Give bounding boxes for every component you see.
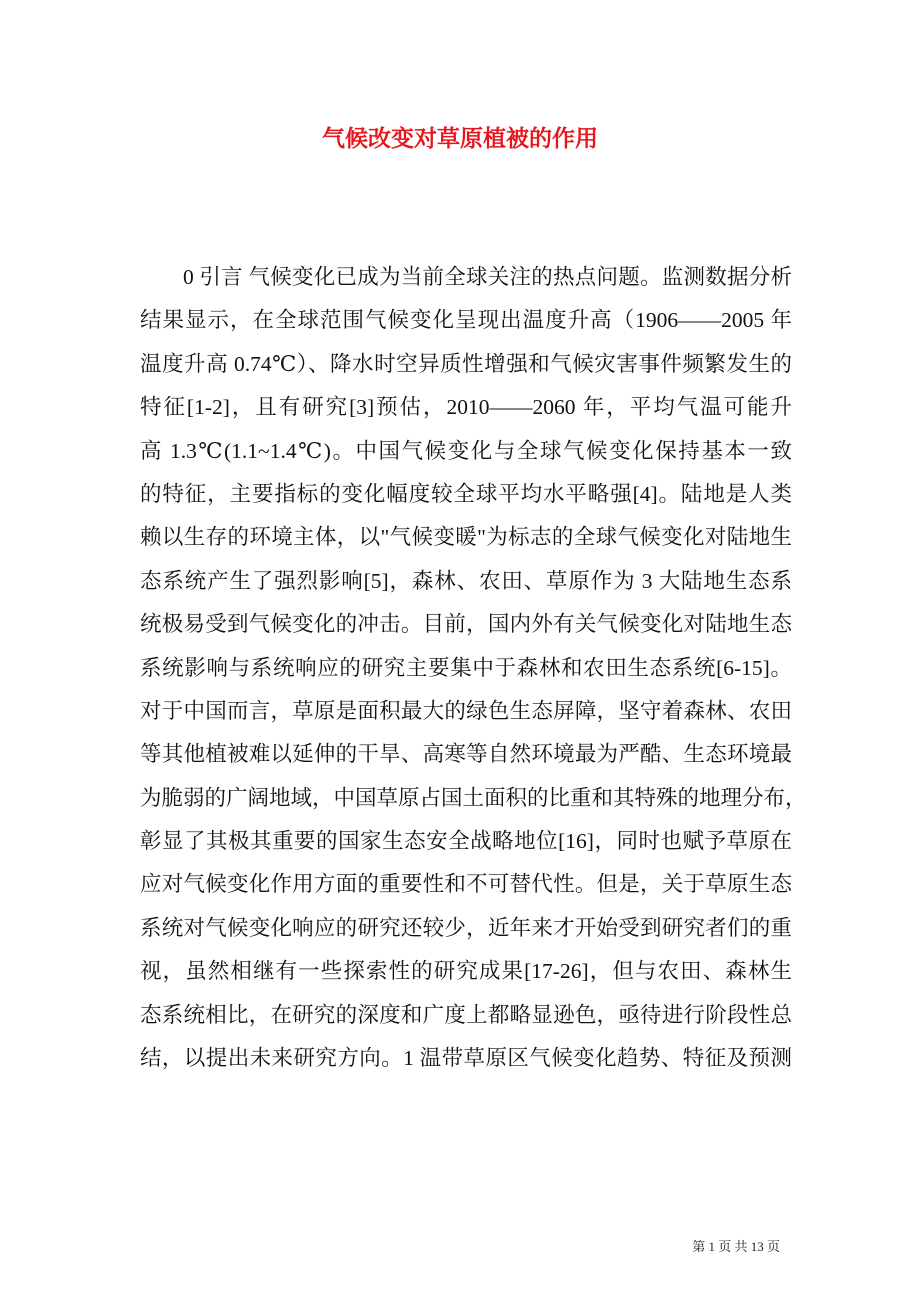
text-line: 高 1.3℃(1.1~1.4℃)。中国气候变化与全球气候变化保持基本一致 (140, 438, 792, 463)
document-title: 气候改变对草原植被的作用 (322, 126, 598, 151)
text-line: 系统对气候变化响应的研究还较少，近年来才开始受到研究者们的重 (140, 915, 792, 940)
text-line: 赖以生存的环境主体，以"气候变暖"为标志的全球气候变化对陆地生 (140, 525, 792, 550)
text-line: 为脆弱的广阔地域，中国草原占国土面积的比重和其特殊的地理分布， (140, 785, 807, 810)
text-line: 结果显示，在全球范围气候变化呈现出温度升高（1906——2005 年 (140, 308, 792, 333)
text-line: 的特征，主要指标的变化幅度较全球平均水平略强[4]。陆地是人类 (140, 481, 792, 506)
text-line: 态系统相比，在研究的深度和广度上都略显逊色，亟待进行阶段性总 (140, 1002, 792, 1027)
text-line: 对于中国而言，草原是面积最大的绿色生态屏障，坚守着森林、农田 (140, 698, 792, 723)
text-line: 视，虽然相继有一些探索性的研究成果[17-26]，但与农田、森林生 (140, 959, 792, 984)
text-line: 系统影响与系统响应的研究主要集中于森林和农田生态系统[6-15]。 (140, 655, 792, 680)
text-line: 温度升高 0.74℃）、降水时空异质性增强和气候灾害事件频繁发生的 (140, 351, 792, 376)
text-line: 彰显了其极其重要的国家生态安全战略地位[16]，同时也赋予草原在 (140, 829, 792, 854)
text-line: 等其他植被难以延伸的干旱、高寒等自然环境最为严酷、生态环境最 (140, 742, 792, 767)
document-body (140, 262, 807, 1086)
text-line: 0 引言 气候变化已成为当前全球关注的热点问题。监测数据分析 (183, 265, 792, 289)
page-number: 第 1 页 共 13 页 (692, 1239, 780, 1254)
text-line: 态系统产生了强烈影响[5]，森林、农田、草原作为 3 大陆地生态系 (140, 568, 792, 593)
text-line: 特征[1-2]，且有研究[3]预估，2010——2060 年，平均气温可能升 (140, 395, 792, 420)
text-line: 应对气候变化作用方面的重要性和不可替代性。但是，关于草原生态 (140, 872, 792, 897)
text-line: 统极易受到气候变化的冲击。目前，国内外有关气候变化对陆地生态 (140, 612, 792, 637)
text-line: 结，以提出未来研究方向。1 温带草原区气候变化趋势、特征及预测 (140, 1046, 792, 1071)
